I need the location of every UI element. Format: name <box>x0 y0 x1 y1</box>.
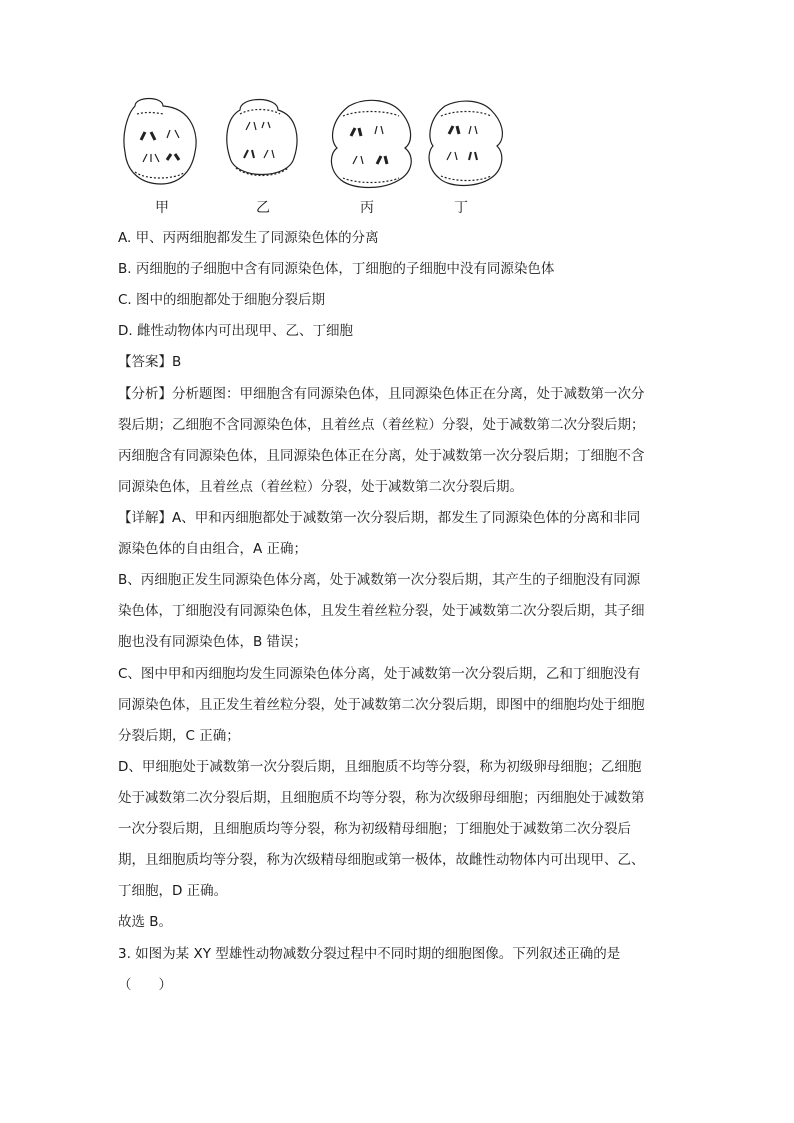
detail-line: 【详解】A、甲和丙细胞都处于减数第一次分裂后期，都发生了同源染色体的分离和非同 <box>118 510 641 526</box>
detail-line: 染色体，丁细胞没有同源染色体，且发生着丝粒分裂，处于减数第二次分裂后期，其子细 <box>118 603 645 619</box>
detail-line: 一次分裂后期，且细胞质均等分裂，称为初级精母细胞；丁细胞处于减数第二次分裂后 <box>118 821 631 837</box>
analysis-line: 丙细胞含有同源染色体，且同源染色体正在分离，处于减数第一次分裂后期；丁细胞不含 <box>118 448 645 464</box>
option-d: D. 雌性动物体内可出现甲、乙、丁细胞 <box>118 323 353 339</box>
conclusion-line: 故选 B。 <box>118 914 173 930</box>
cell-jia <box>124 99 196 185</box>
detail-line: 分裂后期，C 正确； <box>118 728 240 744</box>
figure-label-jia: 甲 <box>155 200 169 216</box>
figure-label-yi: 乙 <box>256 200 270 216</box>
detail-line: 胞也没有同源染色体，B 错误； <box>118 634 308 650</box>
detail-line: B、丙细胞正发生同源染色体分离，处于减数第一次分裂后期，其产生的子细胞没有同源 <box>118 572 641 588</box>
figure-label-ding: 丁 <box>454 200 468 216</box>
detail-line: C、图中甲和丙细胞均发生同源染色体分离，处于减数第一次分裂后期，乙和丁细胞没有 <box>118 666 641 682</box>
detail-line: 处于减数第二次分裂后期，且细胞质不均等分裂，称为次级卵母细胞；丙细胞处于减数第 <box>118 790 645 806</box>
analysis-line: 【分析】分析题图：甲细胞含有同源染色体，且同源染色体正在分离，处于减数第一次分 <box>118 386 645 402</box>
question-3-blank: （ ） <box>118 977 172 993</box>
detail-line: 期，且细胞质均等分裂，称为次级精母细胞或第一极体，故雌性动物体内可出现甲、乙、 <box>118 852 645 868</box>
detail-line: 源染色体的自由组合，A 正确； <box>118 541 308 557</box>
analysis-line: 同源染色体，且着丝点（着丝粒）分裂，处于减数第二次分裂后期。 <box>118 479 523 495</box>
cell-diagrams <box>115 96 515 196</box>
option-c: C. 图中的细胞都处于细胞分裂后期 <box>118 292 326 308</box>
question-3-stem: 3. 如图为某 XY 型雄性动物减数分裂过程中不同时期的细胞图像。下列叙述正确的是 <box>118 946 621 962</box>
option-b: B. 丙细胞的子细胞中含有同源染色体，丁细胞的子细胞中没有同源染色体 <box>118 261 555 277</box>
figure-label-bing: 丙 <box>360 200 374 216</box>
detail-line: 同源染色体，且正发生着丝粒分裂，处于减数第二次分裂后期，即图中的细胞均处于细胞 <box>118 697 645 713</box>
cell-bing <box>331 100 411 187</box>
cell-ding <box>429 101 502 185</box>
detail-line: 丁细胞，D 正确。 <box>118 883 228 899</box>
cell-yi <box>227 100 297 176</box>
option-a: A. 甲、丙两细胞都发生了同源染色体的分离 <box>118 230 379 246</box>
detail-line: D、甲细胞处于减数第一次分裂后期，且细胞质不均等分裂，称为初级卵母细胞；乙细胞 <box>118 759 642 775</box>
analysis-line: 裂后期；乙细胞不含同源染色体，且着丝点（着丝粒）分裂，处于减数第二次分裂后期； <box>118 417 645 433</box>
answer-line: 【答案】B <box>118 354 182 370</box>
cell-division-figure <box>115 96 515 221</box>
